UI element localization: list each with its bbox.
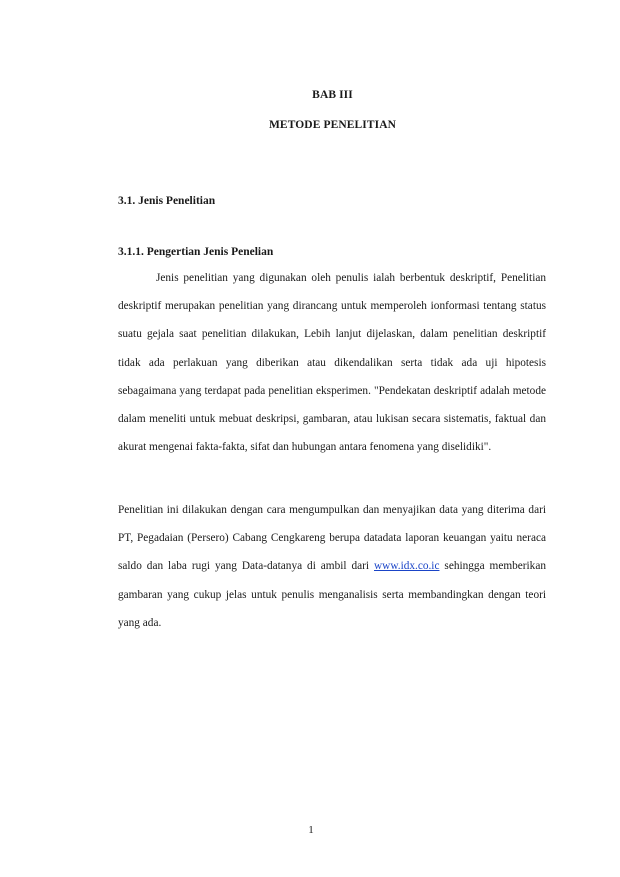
body-paragraph-1: Jenis penelitian yang digunakan oleh penulis ialah berbentuk deskriptif, Penelitian deskriptif merupakan penelitian yang dirancang untuk memperoleh ionformasi tentang status suatu gejala saat penelitian dilakukan, Lebih lanjut dijelaskan, dalam penelitian deskriptif tidak ada perlakuan yang diberikan atau dikendalikan serta tidak ada uji hipotesis sebagaimana yang terdapat pada penelitian eksperimen. "Pendekatan deskriptif adalah metode dalam meneliti untuk mebuat deskripsi, gambaran, atau lukisan secara sistematis, faktual dan akurat mengenai fakta-fakta, sifat dan hubungan antara fenomena yang diselidiki".: [118, 272, 546, 454]
section-heading: 3.1. Jenis Penelitian: [118, 195, 216, 207]
page-number: 1: [308, 824, 314, 836]
paragraph-2-text-after-link: sehingga memberikan gambaran yang cukup jelas untuk penulis menganalisis serta membandingkan dengan teori yang ada.: [118, 560, 546, 629]
chapter-number: BAB III: [312, 89, 353, 101]
body-paragraph-2: [118, 496, 546, 637]
chapter-title: METODE PENELITIAN: [268, 119, 397, 131]
paragraph-2-text-before-link: Penelitian ini dilakukan dengan cara mengumpulkan dan menyajikan data yang diterima dari PT, Pegadaian (Persero) Cabang Cengkareng berupa datadata laporan keuangan yaitu neraca saldo dan laba rugi yang Data-datanya di ambil dari: [118, 504, 546, 573]
subsection-heading: 3.1.1. Pengertian Jenis Penelian: [118, 246, 274, 258]
idx-website-link[interactable]: www.idx.co.ic: [374, 560, 440, 573]
